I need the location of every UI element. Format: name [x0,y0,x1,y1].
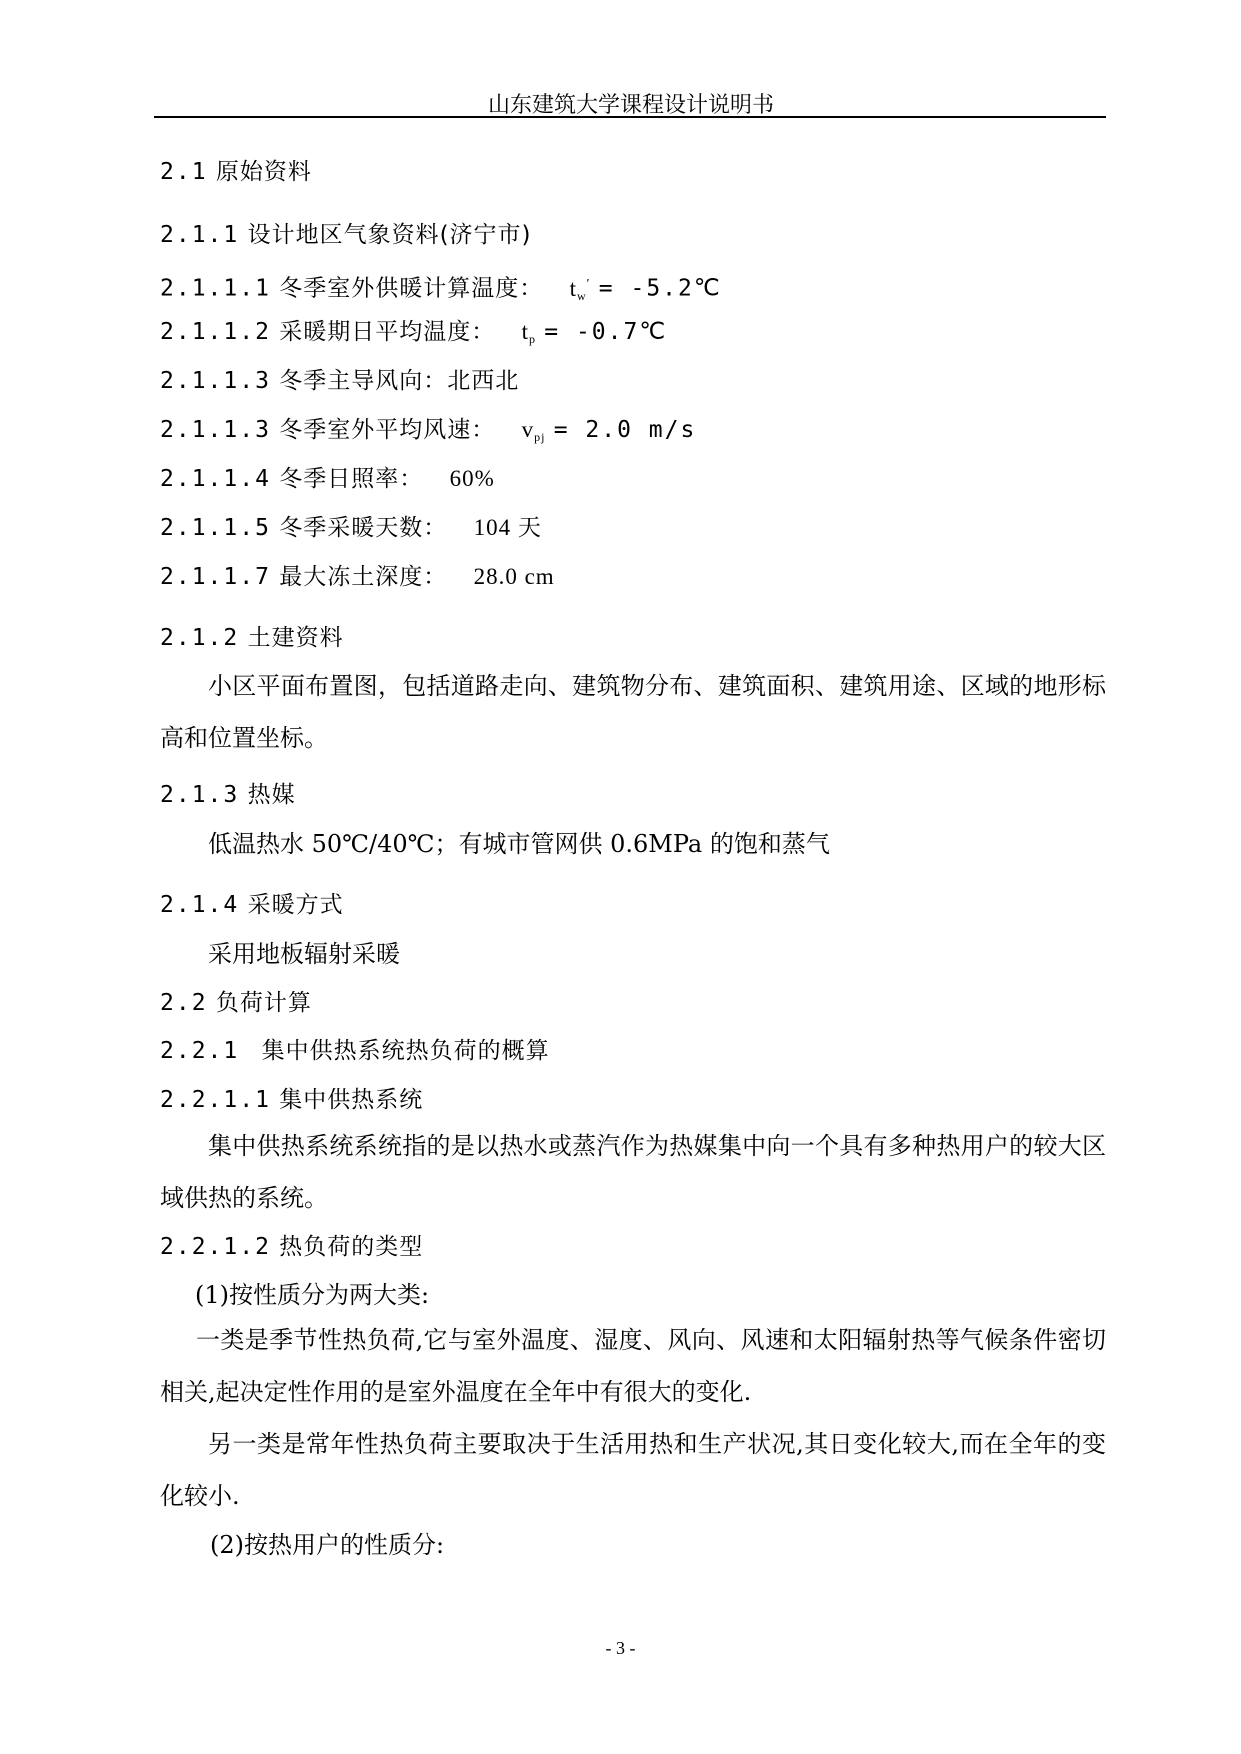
item-number: 2.1.1.2 [160,319,271,345]
item-label: 冬季室外平均风速： [279,417,496,443]
item-number: 2.1.1.7 [160,564,271,590]
page-number: - 3 - [605,1638,636,1658]
page-header: 山东建筑大学课程设计说明书 [487,93,774,118]
heading-number: 2.1.3 [160,782,240,808]
item-number: 2.1.1.5 [160,515,271,541]
item-value: 104 天 [473,515,542,540]
heading-2-1-2 [160,623,344,653]
item-value: = -5.2℃ [598,275,722,302]
item-label: 冬季主导风向：北西北 [279,368,520,394]
heading-2-2-1-2 [160,1232,423,1262]
item-heating-temp [160,268,722,311]
heading-2-1-3 [160,780,296,810]
item-sunshine-rate [160,464,495,494]
heading-title: 集中供热系统 [279,1087,424,1113]
header-rule [154,116,1106,118]
classification-by-nature: (1)按性质分为两大类: [195,1281,430,1309]
heading-title: 设计地区气象资料(济宁市) [247,222,532,248]
item-number: 2.1.1.1 [160,275,271,302]
item-label: 冬季采暖天数： [279,515,448,541]
heading-title: 集中供热系统热负荷的概算 [261,1038,550,1064]
heading-number: 2.2.1.2 [160,1234,271,1260]
heading-number: 2.1.2 [160,625,240,651]
item-value: 60% [449,466,495,491]
item-heating-days [160,513,542,543]
heading-number: 2.1.4 [160,892,240,918]
heading-2-1 [160,157,312,187]
item-number: 2.1.1.3 [160,417,271,443]
heading-number: 2.2.1 [160,1038,240,1064]
paragraph-seasonal-load: 一类是季节性热负荷,它与室外温度、湿度、风向、风速和太阳辐射热等气候条件密切相关,起决定性作用的是室外温度在全年中有很大的变化. [160,1326,1106,1406]
paragraph-yearround-load: 另一类是常年性热负荷主要取决于生活用热和生产状况,其日变化较大,而在全年的变化较小. [160,1430,1106,1510]
classification-by-user: (2)按热用户的性质分: [210,1531,445,1559]
formula-symbol: $t_w'$ [569,275,591,303]
item-label: 最大冻土深度： [279,564,448,590]
paragraph-civil-data: 小区平面布置图，包括道路走向、建筑物分布、建筑面积、建筑用途、区域的地形标高和位置坐标。 [160,672,1106,752]
heading-title: 采暖方式 [247,892,344,918]
item-value: = 2.0 m/s [553,417,697,443]
formula-symbol: $v_{pj}$ [521,417,546,444]
paragraph-heat-medium: 低温热水 50℃/40℃；有城市管网供 0.6MPa 的饱和蒸气 [208,830,830,858]
item-number: 2.1.1.3 [160,368,271,394]
paragraph-heating-method: 采用地板辐射采暖 [208,940,400,968]
heading-2-2 [160,988,312,1018]
heading-number: 2.2.1.1 [160,1087,271,1113]
item-value: 28.0 cm [473,564,555,589]
heading-title: 负荷计算 [215,990,312,1016]
item-wind-direction [160,366,519,396]
heading-title: 热媒 [247,782,296,808]
item-wind-speed [160,415,696,452]
item-label: 冬季室外供暖计算温度： [279,275,544,302]
heading-number: 2.2 [160,990,208,1016]
heading-title: 土建资料 [247,625,344,651]
heading-title: 热负荷的类型 [279,1234,424,1260]
item-label: 采暖期日平均温度： [279,319,496,345]
item-value: = -0.7℃ [544,319,668,345]
heading-2-1-1 [160,220,532,250]
heading-2-2-1 [160,1036,550,1066]
item-label: 冬季日照率： [279,466,424,492]
heading-number: 2.1.1 [160,222,240,248]
formula-symbol: $t_p$ [521,319,536,346]
item-avg-temp [160,317,667,354]
heading-2-1-4 [160,890,344,920]
item-frost-depth [160,562,555,592]
heading-number: 2.1 [160,159,208,185]
heading-2-2-1-1 [160,1085,423,1115]
heading-title: 原始资料 [215,159,312,185]
item-number: 2.1.1.4 [160,466,271,492]
paragraph-central-heating: 集中供热系统系统指的是以热水或蒸汽作为热媒集中向一个具有多种热用户的较大区域供热的系统。 [160,1132,1106,1212]
